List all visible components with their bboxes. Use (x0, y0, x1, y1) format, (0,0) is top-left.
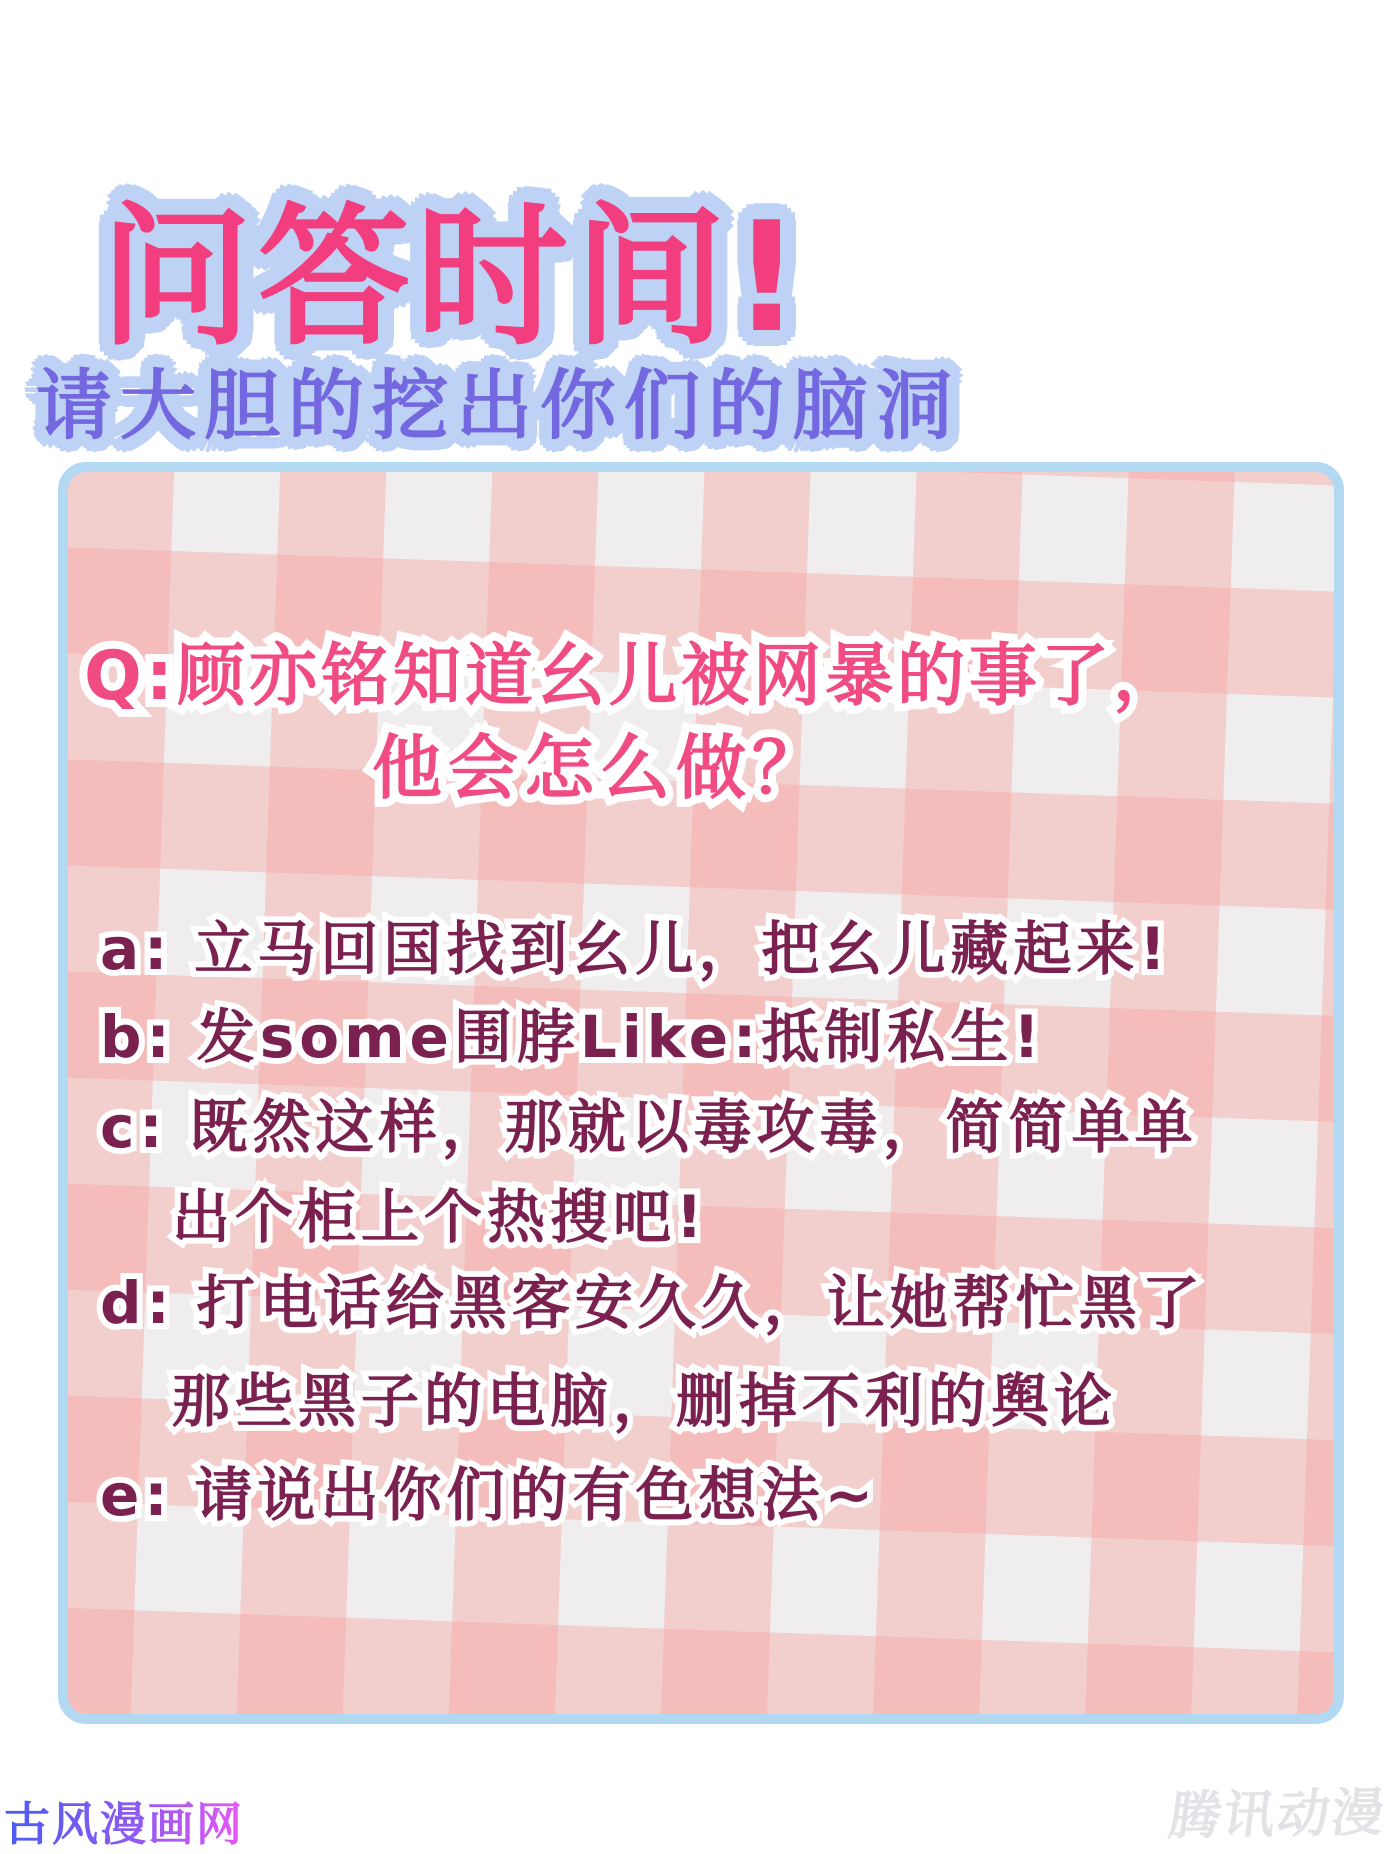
option-d-text-2: 那些黑子的电脑，删掉不利的舆论 (172, 1367, 1118, 1435)
option-c-text-1: 既然这样，那就以毒攻毒，简简单单 (189, 1093, 1198, 1161)
option-d-line-1 (100, 1256, 1205, 1340)
option-d-line-2 (172, 1354, 1117, 1438)
option-e-label: e: (100, 1461, 173, 1529)
option-a-label: a: (100, 915, 173, 983)
question-line-2: 他会怎么做？ (372, 727, 828, 809)
option-e-text: 请说出你们的有色想法~ (194, 1461, 879, 1529)
page-title: 问答时间! (100, 189, 808, 366)
watermark-tencent-comics: 腾讯动漫 (1165, 1783, 1390, 1847)
question-line-1: Q:顾亦铭知道幺儿被网暴的事了， (84, 637, 1186, 716)
option-b-text: 发some围脖Like:抵制私生! (196, 1003, 1045, 1071)
option-a-line (100, 902, 1171, 986)
watermark-site-name: 古风漫画网 (4, 1788, 244, 1854)
option-e-line (100, 1448, 878, 1532)
option-b-label: b: (100, 1003, 175, 1071)
option-b-line (100, 990, 1045, 1074)
option-c-line-1 (100, 1080, 1198, 1164)
option-d-text-1: 打电话给黑客安久久，让她帮忙黑了 (196, 1269, 1205, 1337)
option-c-line-2 (172, 1170, 707, 1254)
option-d-label: d: (100, 1269, 175, 1337)
option-a-text: 立马回国找到幺儿，把幺儿藏起来! (194, 915, 1171, 983)
option-c-text-2: 出个柜上个热搜吧! (172, 1183, 708, 1251)
page-subtitle: 请大胆的挖出你们的脑洞 (36, 361, 960, 450)
option-c-label: c: (100, 1093, 168, 1161)
